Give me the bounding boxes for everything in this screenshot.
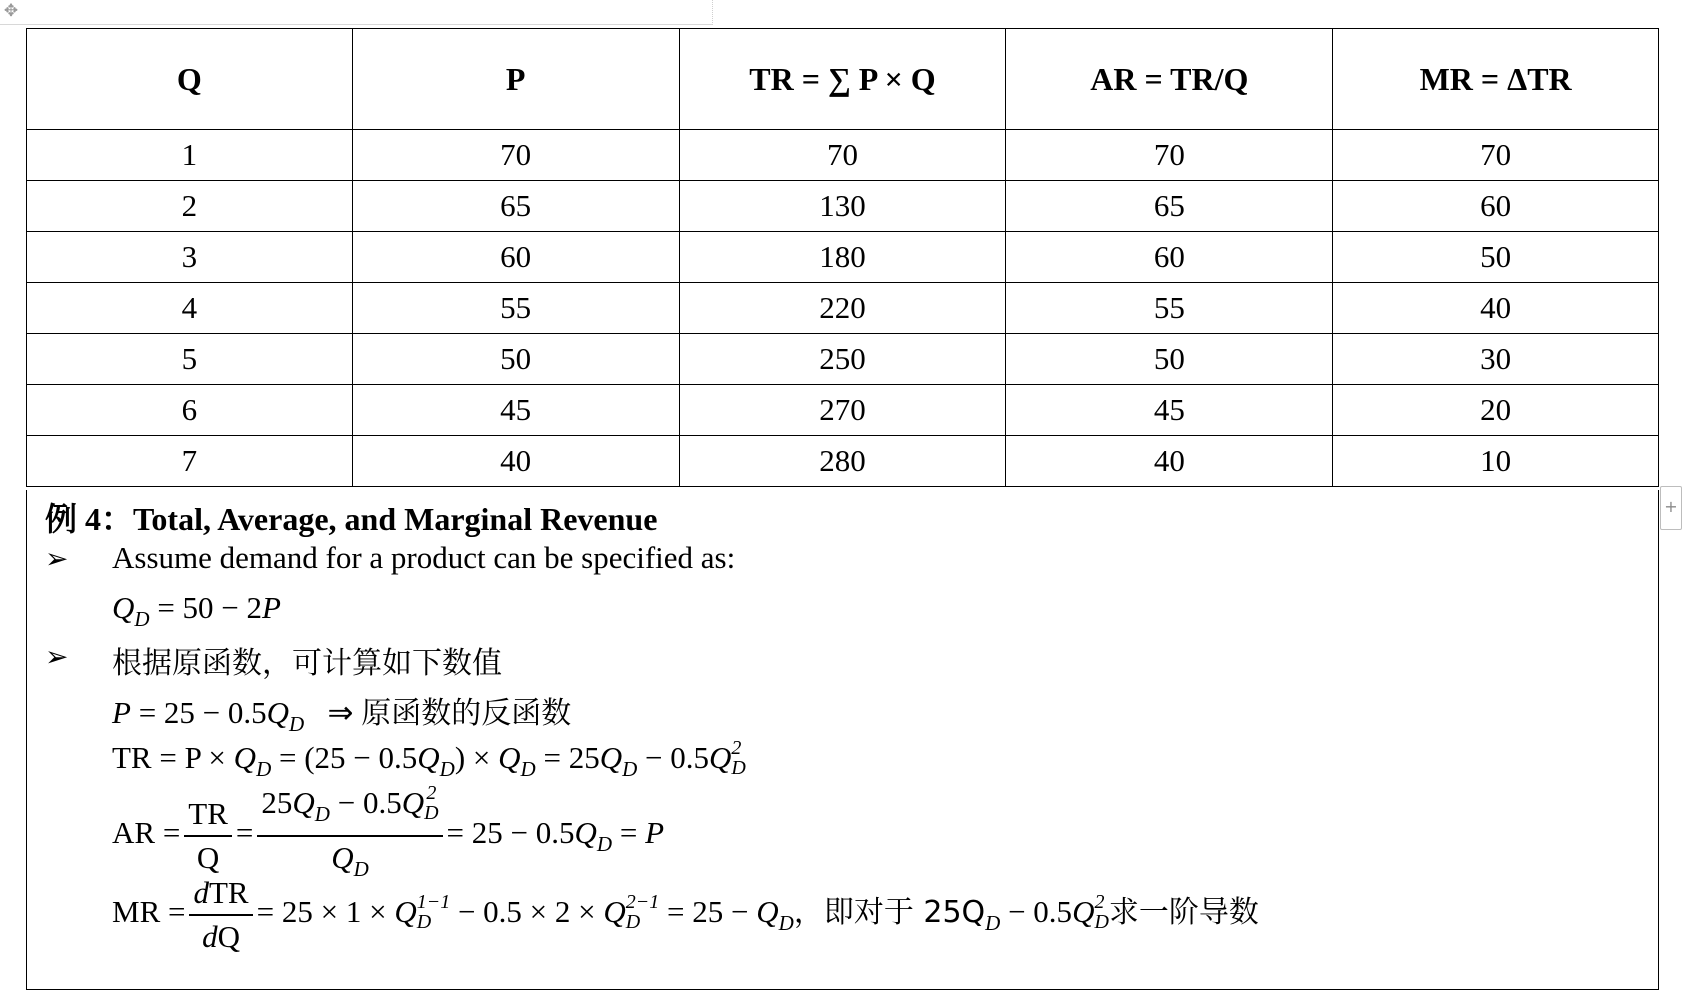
cell-ar: 40 — [1006, 436, 1333, 487]
cell-tr: 270 — [679, 385, 1006, 436]
cell-q: 1 — [27, 130, 353, 181]
example-title: 例 4：Total, Average, and Marginal Revenue — [45, 501, 658, 537]
cell-q: 3 — [27, 232, 353, 283]
cell-q: 2 — [27, 181, 353, 232]
example-notes — [26, 490, 1659, 990]
derivative-tail: 求一阶导数 — [1108, 895, 1259, 931]
table-row — [27, 334, 1659, 385]
cell-tr: 250 — [679, 334, 1006, 385]
cell-ar: 60 — [1006, 232, 1333, 283]
cell-p: 70 — [352, 130, 679, 181]
inverse-note: 原函数的反函数 — [361, 696, 572, 731]
table-row — [27, 283, 1659, 334]
bullet-text-compute: 根据原函数，可计算如下数值 — [112, 646, 502, 681]
cell-p: 45 — [352, 385, 679, 436]
cell-mr: 50 — [1333, 232, 1659, 283]
table-row — [27, 130, 1659, 181]
table-row — [27, 181, 1659, 232]
cell-ar: 70 — [1006, 130, 1333, 181]
header-q: Q — [27, 29, 353, 130]
cell-q: 6 — [27, 385, 353, 436]
cell-ar: 55 — [1006, 283, 1333, 334]
inverse-demand-equation: $P = 25 - 0.5Q_D$ ⇒ 原函数的反函数 — [112, 695, 572, 736]
cell-tr: 70 — [679, 130, 1006, 181]
cell-mr: 60 — [1333, 181, 1659, 232]
cell-q: 7 — [27, 436, 353, 487]
cell-tr: 220 — [679, 283, 1006, 334]
header-mr: MR = ΔTR — [1333, 29, 1659, 130]
cell-p: 55 — [352, 283, 679, 334]
bullet-arrow-icon: ➢ — [45, 542, 69, 575]
cell-ar: 45 — [1006, 385, 1333, 436]
cell-p: 50 — [352, 334, 679, 385]
cell-mr: 10 — [1333, 436, 1659, 487]
demand-equation: $Q_D = 50 - 2P$ — [112, 590, 281, 631]
table-row — [27, 232, 1659, 283]
table-move-handle-icon[interactable]: ✥ — [3, 1, 19, 21]
derivative-note: 即对于 25Q — [823, 895, 986, 931]
table-row — [27, 385, 1659, 436]
table-row — [27, 436, 1659, 487]
mr-equation: MR = $\frac{\text{dTR}}{dQ}$ = 25 × 1 × Q 1−1 D − 0.5 × 2 × Q 2−1 D = $25 - Q_D$，即对于 $25Q_D - 0.5Q$ 2 D 求一阶导数 — [112, 872, 1259, 958]
cell-tr: 180 — [679, 232, 1006, 283]
cell-q: 4 — [27, 283, 353, 334]
cell-mr: 70 — [1333, 130, 1659, 181]
cell-mr: 40 — [1333, 283, 1659, 334]
header-ar: AR = TR/Q — [1006, 29, 1333, 130]
cell-q: 5 — [27, 334, 353, 385]
revenue-table — [26, 28, 1659, 487]
add-row-button[interactable]: + — [1660, 486, 1682, 530]
cell-mr: 30 — [1333, 334, 1659, 385]
cell-p: 65 — [352, 181, 679, 232]
cell-p: 40 — [352, 436, 679, 487]
cell-ar: 50 — [1006, 334, 1333, 385]
cell-tr: 280 — [679, 436, 1006, 487]
header-p: P — [352, 29, 679, 130]
cell-ar: 65 — [1006, 181, 1333, 232]
header-tr: TR = ∑ P × Q — [679, 29, 1006, 130]
page-top-guide — [0, 0, 713, 25]
bullet-text-demand: Assume demand for a product can be specified as: — [112, 540, 736, 575]
ar-equation: AR = $\frac{TR}{Q}$ = $25Q_D - 0.5Q$ 2 D $Q_D$ = $25 - 0.5Q_D = P$ — [112, 782, 664, 881]
table-header-row — [27, 29, 1659, 130]
tr-equation: TR = $P \times Q_D = (25 - 0.5Q_D) \times Q_D = 25Q_D - 0.5Q$ 2 D — [112, 737, 746, 781]
bullet-arrow-icon: ➢ — [45, 640, 69, 673]
cell-mr: 20 — [1333, 385, 1659, 436]
cell-tr: 130 — [679, 181, 1006, 232]
cell-p: 60 — [352, 232, 679, 283]
